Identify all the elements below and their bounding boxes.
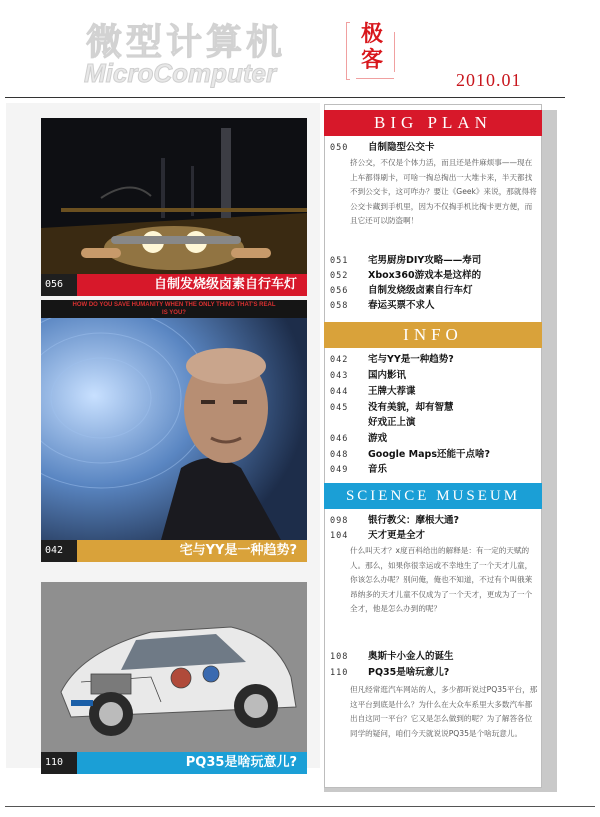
toc-page-number: 042 <box>330 355 349 365</box>
toc-page-number <box>330 416 368 430</box>
toc-page-number: 046 <box>330 434 349 444</box>
toc-page-number: 049 <box>330 465 349 475</box>
toc-title: 自制发烧级卤素自行车灯 <box>368 285 473 296</box>
top-rule <box>5 97 565 98</box>
toc-title: 天才更是全才 <box>368 530 426 541</box>
caption-title: PQ35是啥玩意儿? <box>77 752 307 774</box>
toc-title: 音乐 <box>368 464 388 475</box>
caption-title: 宅与YY是一种趋势? <box>77 540 307 562</box>
column-logo: 极客 <box>360 22 383 73</box>
toc-page-number: 043 <box>330 371 349 381</box>
toc-description: 挤公交，不仅是个体力活，而且还是件麻烦事——现在上车都得刷卡，可啥一掏总掏出一大堆卡来，半天都找不到公交卡，这可咋办？要让《Geek》来说，那就得将公交卡藏到手机里，因为不仅掏手机比掏卡更方便，而且它还可以防盗啊！ <box>350 158 537 225</box>
toc-title: Xbox360游戏本是这样的 <box>368 270 482 281</box>
toc-page-number: 048 <box>330 450 349 460</box>
caption-bike-lamp <box>41 274 307 296</box>
movie-poster-photo <box>41 318 307 540</box>
toc-page-number: 058 <box>330 301 349 311</box>
toc-item[interactable] <box>330 269 481 283</box>
toc-item[interactable] <box>330 141 435 155</box>
toc-page-number: 044 <box>330 387 349 397</box>
section-big-plan: BIG PLAN <box>324 110 542 136</box>
toc-title: 自制隐型公交卡 <box>368 142 435 153</box>
caption-page-number: 056 <box>41 274 77 296</box>
caption-otaku <box>41 540 307 562</box>
toc-title: 好戏正上演 <box>368 417 416 428</box>
toc-item[interactable] <box>330 299 435 313</box>
toc-title: 奥斯卡小金人的诞生 <box>368 651 454 662</box>
toc-description: 什么叫天才？ⅹ度百科给出的解释是：有一定的天赋的人。那么，如果你很幸运或不幸地生了一个天才儿童，你该怎么办呢？别问俺，俺也不知道，不过有个叫俄莱昂纳多的天才儿童不仅成为了一个天才，更成为了一个全才，他是怎么办到的呢？ <box>350 546 533 613</box>
toc-item[interactable] <box>330 416 416 430</box>
toc-page-number: 050 <box>330 143 349 153</box>
masthead-chinese: 微型计算机 <box>86 22 287 63</box>
toc-page-number: 098 <box>330 516 349 526</box>
bottom-rule <box>5 806 595 807</box>
toc-title: 银行教父：摩根大通? <box>368 515 460 526</box>
toc-item[interactable] <box>330 369 406 383</box>
issue-date: 2010.01 <box>456 70 522 90</box>
poster-tagline-bar <box>41 300 307 318</box>
toc-item[interactable] <box>330 666 449 680</box>
toc-item[interactable] <box>330 463 387 477</box>
toc-item[interactable] <box>330 284 473 298</box>
caption-title: 自制发烧级卤素自行车灯 <box>77 274 307 296</box>
toc-page-number: 110 <box>330 668 349 678</box>
toc-title: PQ35是啥玩意儿? <box>368 667 450 678</box>
caption-page-number: 110 <box>41 752 77 774</box>
toc-item[interactable] <box>330 401 454 415</box>
toc-page-number: 045 <box>330 403 349 413</box>
poster-tagline: HOW DO YOU SAVE HUMANITY WHEN THE ONLY THING THAT'S REAL IS YOU? <box>72 302 276 316</box>
toc-page-number: 051 <box>330 256 349 266</box>
toc-title: 国内影讯 <box>368 370 407 381</box>
toc-title: Google Maps还能干点啥? <box>368 449 490 460</box>
bike-lamp-photo <box>41 118 307 274</box>
toc-title: 宅男厨房DIY攻略——寿司 <box>368 255 482 266</box>
toc-title: 春运买票不求人 <box>368 300 435 311</box>
toc-page-number: 052 <box>330 271 349 281</box>
toc-title: 没有美貌，却有智慧 <box>368 402 454 413</box>
toc-item[interactable] <box>330 529 425 543</box>
toc-item[interactable] <box>330 432 387 446</box>
caption-page-number: 042 <box>41 540 77 562</box>
toc-title: 宅与YY是一种趋势? <box>368 354 454 365</box>
section-info: INFO <box>324 322 542 348</box>
toc-page-number: 108 <box>330 652 349 662</box>
toc-item[interactable] <box>330 353 454 367</box>
toc-description: 但凡经常逛汽车网站的人，多少都听说过PQ35平台，那这平台到底是什么？为什么在大众车系里大多数汽车都出自这同一平台？它又是怎么做到的呢？为了解答各位同学的疑问，咱们今天就说说PQ35是个啥玩意儿。 <box>350 685 538 738</box>
caption-pq35 <box>41 752 307 774</box>
toc-item[interactable] <box>330 254 481 268</box>
masthead-english: MicroComputer <box>84 58 277 88</box>
toc-page-number: 104 <box>330 531 349 541</box>
toc-title: 王牌大荐谍 <box>368 386 416 397</box>
toc-item[interactable] <box>330 448 490 462</box>
car-cutaway-photo <box>41 582 307 752</box>
toc-title: 游戏 <box>368 433 388 444</box>
toc-item[interactable] <box>330 385 416 399</box>
toc-item[interactable] <box>330 650 454 664</box>
toc-item[interactable] <box>330 514 459 528</box>
toc-page-number: 056 <box>330 286 349 296</box>
section-science-museum: SCIENCE MUSEUM <box>324 483 542 509</box>
